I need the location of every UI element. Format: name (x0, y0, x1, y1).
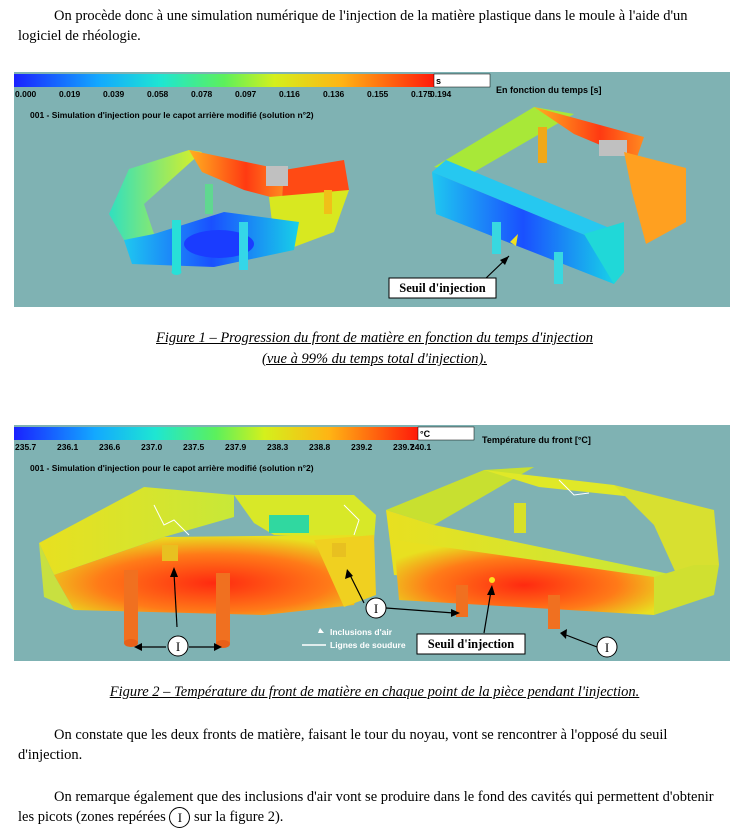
color-scale-bar (14, 427, 418, 440)
scale-tick-label: 0.000 (15, 89, 37, 99)
conclusion2-text-end: sur la figure 2). (194, 809, 284, 825)
scale-tick-label: 240.1 (410, 442, 432, 452)
scale-tick-label: 237.0 (141, 442, 163, 452)
color-scale-bar (14, 74, 434, 87)
zone-marker-inline: I (169, 807, 190, 828)
zone-marker-right (560, 629, 617, 657)
conclusion2-text-start: On remarque également que des inclusions d'air vont se produire dans le fond des cavités qui permettent d'obtenir les picots (zones repérées (18, 789, 714, 825)
zone-marker-label: I (373, 601, 379, 616)
zone-marker-label: I (175, 639, 181, 654)
conclusion-paragraph-2 (18, 787, 733, 828)
figure1-caption-line2: (vue à 99% du temps total d'injection). (262, 351, 487, 367)
scale-tick-label: 236.1 (57, 442, 79, 452)
figure2-simulation (14, 425, 730, 661)
sim-title: 001 - Simulation d'injection pour le capot arrière modifié (solution n°2) (30, 463, 314, 473)
scale-tick-label: 239.7 (393, 442, 415, 452)
scale-tick-label: 0.175 (411, 89, 433, 99)
scale-tick-label: 0.194 (430, 89, 452, 99)
inline-legend (302, 627, 406, 650)
figure1-simulation (14, 72, 730, 307)
scale-tick-label: 239.2 (351, 442, 373, 452)
legend-title: En fonction du temps [s] (496, 85, 602, 95)
conclusion-paragraph-1: On constate que les deux fronts de matière, faisant le tour du noyau, vont se rencontrer à l'opposé du seuil d'injection. (18, 727, 668, 763)
legend-weld-lines: Lignes de soudure (330, 640, 406, 650)
figure1-caption-line1: Figure 1 – Progression du front de matière en fonction du temps d'injection (156, 330, 593, 346)
scale-tick-label: 0.078 (191, 89, 213, 99)
injection-gate-label: Seuil d'injection (427, 637, 515, 651)
scale-tick-label: 0.116 (279, 89, 300, 99)
scale-tick-label: 0.039 (103, 89, 125, 99)
legend-air-inclusions: Inclusions d'air (330, 627, 393, 637)
sim-title: 001 - Simulation d'injection pour le capot arrière modifié (solution n°2) (30, 110, 314, 120)
intro-paragraph: On procède donc à une simulation numérique de l'injection de la matière plastique dans le moule à l'aide d'un logiciel de rhéologie. (18, 8, 688, 44)
scale-unit: °C (420, 429, 431, 439)
scale-tick-label: 0.097 (235, 89, 257, 99)
part-right-view (386, 467, 719, 629)
part-left-view (109, 150, 349, 275)
scale-tick-label: 0.155 (367, 89, 389, 99)
scale-tick-label: 238.3 (267, 442, 289, 452)
injection-gate-label: Seuil d'injection (399, 281, 486, 295)
figure2-caption: Figure 2 – Température du front de matière en chaque point de la pièce pendant l'injection. (109, 684, 640, 700)
scale-unit: s (436, 76, 442, 86)
zone-marker-label: I (604, 640, 610, 655)
scale-tick-label: 0.136 (323, 89, 345, 99)
scale-tick-label: 237.9 (225, 442, 247, 452)
scale-tick-label: 238.8 (309, 442, 331, 452)
scale-tick-label: 236.6 (99, 442, 121, 452)
scale-tick-label: 237.5 (183, 442, 205, 452)
scale-tick-label: 0.058 (147, 89, 169, 99)
legend-title: Température du front [°C] (482, 435, 591, 445)
scale-tick-label: 0.019 (59, 89, 81, 99)
scale-tick-label: 235.7 (15, 442, 37, 452)
part-right-view (432, 107, 686, 284)
